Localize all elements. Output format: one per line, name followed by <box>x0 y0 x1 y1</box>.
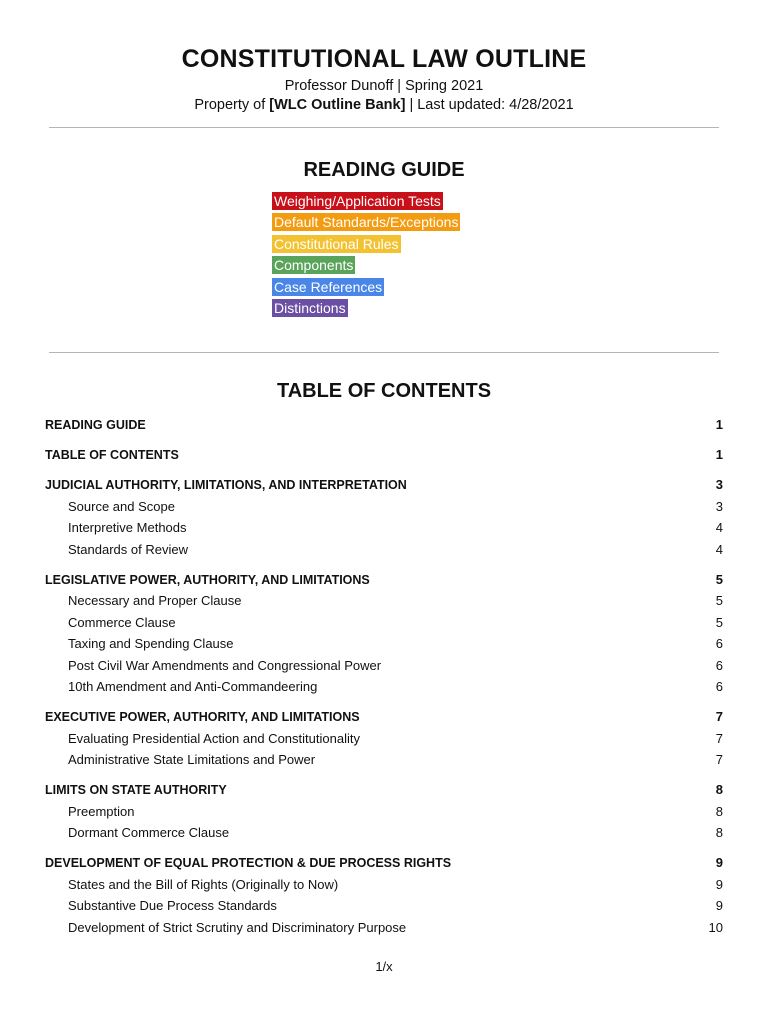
page-indicator: 1/x <box>375 959 393 974</box>
toc-page-number: 9 <box>715 898 723 913</box>
toc-page-number: 8 <box>715 782 723 797</box>
toc-section-title: LEGISLATIVE POWER, AUTHORITY, AND LIMITATIONS <box>45 572 370 587</box>
toc-subsection-title: Source and Scope <box>68 498 175 514</box>
toc-subsection-link[interactable] <box>45 593 723 615</box>
toc-subsection-title: Taxing and Spending Clause <box>68 636 234 651</box>
toc-page-number: 5 <box>715 614 723 630</box>
table-of-contents <box>45 417 723 941</box>
toc-page-number: 4 <box>715 520 723 535</box>
toc-section-title: LIMITS ON STATE AUTHORITY <box>45 783 227 797</box>
toc-page-number: 1 <box>715 417 723 432</box>
toc-subsection-title: Administrative State Limitations and Power <box>68 752 316 767</box>
property-line <box>0 97 768 113</box>
toc-subsection-title: Development of Strict Scrutiny and Discriminatory Purpose <box>68 919 407 935</box>
toc-section-title: JUDICIAL AUTHORITY, LIMITATIONS, AND INTERPRETATION <box>45 478 407 492</box>
toc-subsection-link[interactable] <box>45 731 723 753</box>
toc-section-title: READING GUIDE <box>45 418 146 432</box>
toc-section-link[interactable] <box>45 477 723 499</box>
toc-subsection-link[interactable] <box>45 679 723 701</box>
property-prefix: Property of <box>194 97 270 113</box>
toc-page-number: 5 <box>715 571 723 587</box>
toc-heading: TABLE OF CONTENTS <box>276 380 492 402</box>
toc-page-number: 5 <box>715 593 723 608</box>
toc-page-number: 9 <box>715 855 723 870</box>
toc-subsection-link[interactable] <box>45 752 723 774</box>
toc-subsection-link[interactable] <box>45 825 723 847</box>
legend-item: Weighing/Application Tests <box>274 193 441 209</box>
toc-subsection-link[interactable] <box>45 658 723 680</box>
divider <box>49 127 719 128</box>
toc-page-number: 8 <box>715 803 723 819</box>
toc-subsection-title: Necessary and Proper Clause <box>68 593 242 608</box>
toc-subsection-link[interactable] <box>45 877 723 899</box>
toc-subsection-title: Commerce Clause <box>68 614 176 630</box>
toc-section-link[interactable] <box>45 417 723 439</box>
toc-section-link[interactable] <box>45 855 723 877</box>
property-suffix: | Last updated: 4/28/2021 <box>405 97 574 113</box>
legend-item: Distinctions <box>274 299 346 316</box>
toc-page-number: 3 <box>715 477 723 492</box>
toc-page-number: 8 <box>715 825 723 840</box>
toc-subsection-title: Evaluating Presidential Action and Constitutionality <box>68 730 360 746</box>
legend-item: Constitutional Rules <box>274 235 399 252</box>
toc-page-number: 3 <box>715 498 723 514</box>
property-owner: [WLC Outline Bank] <box>269 97 406 113</box>
toc-subsection-link[interactable] <box>45 804 723 826</box>
toc-subsection-title: Standards of Review <box>68 541 188 557</box>
toc-section-title: TABLE OF CONTENTS <box>45 448 179 462</box>
toc-subsection-title: Dormant Commerce Clause <box>68 825 230 840</box>
toc-subsection-link[interactable] <box>45 499 723 521</box>
toc-subsection-title: Interpretive Methods <box>68 520 187 535</box>
toc-subsection-link[interactable] <box>45 520 723 542</box>
toc-page-number: 4 <box>715 541 723 557</box>
toc-page-number: 7 <box>715 752 723 767</box>
divider <box>49 352 719 353</box>
toc-page-number: 10 <box>708 919 723 935</box>
legend-item: Case References <box>274 278 383 295</box>
toc-subsection-title: Substantive Due Process Standards <box>68 898 277 913</box>
toc-page-number: 1 <box>715 447 723 462</box>
toc-subsection-title: Post Civil War Amendments and Congressional Power <box>68 657 382 673</box>
reading-guide-heading: READING GUIDE <box>303 159 465 181</box>
legend-item: Components <box>274 257 354 274</box>
toc-subsection-title: Preemption <box>68 803 135 819</box>
toc-page-number: 9 <box>715 876 723 892</box>
toc-subsection-link[interactable] <box>45 898 723 920</box>
legend-item: Default Standards/Exceptions <box>274 214 459 231</box>
toc-section-link[interactable] <box>45 709 723 731</box>
toc-page-number: 6 <box>715 636 723 651</box>
toc-subsection-link[interactable] <box>45 636 723 658</box>
toc-section-link[interactable] <box>45 572 723 594</box>
toc-subsection-title: States and the Bill of Rights (Originally to Now) <box>68 876 339 892</box>
toc-section-link[interactable] <box>45 447 723 469</box>
toc-subsection-title: 10th Amendment and Anti-Commandeering <box>68 679 318 694</box>
toc-section-link[interactable] <box>45 782 723 804</box>
toc-page-number: 7 <box>715 709 723 724</box>
document-subtitle: Professor Dunoff | Spring 2021 <box>284 78 484 94</box>
toc-section-title: DEVELOPMENT OF EQUAL PROTECTION & DUE PROCESS RIGHTS <box>45 856 452 870</box>
toc-subsection-link[interactable] <box>45 615 723 637</box>
toc-subsection-link[interactable] <box>45 542 723 564</box>
toc-page-number: 7 <box>715 730 723 746</box>
toc-page-number: 6 <box>715 657 723 673</box>
toc-subsection-link[interactable] <box>45 920 723 942</box>
toc-section-title: EXECUTIVE POWER, AUTHORITY, AND LIMITATIONS <box>45 710 360 724</box>
toc-page-number: 6 <box>715 679 723 694</box>
reading-guide-legend <box>272 192 460 320</box>
document-title: CONSTITUTIONAL LAW OUTLINE <box>181 45 587 73</box>
